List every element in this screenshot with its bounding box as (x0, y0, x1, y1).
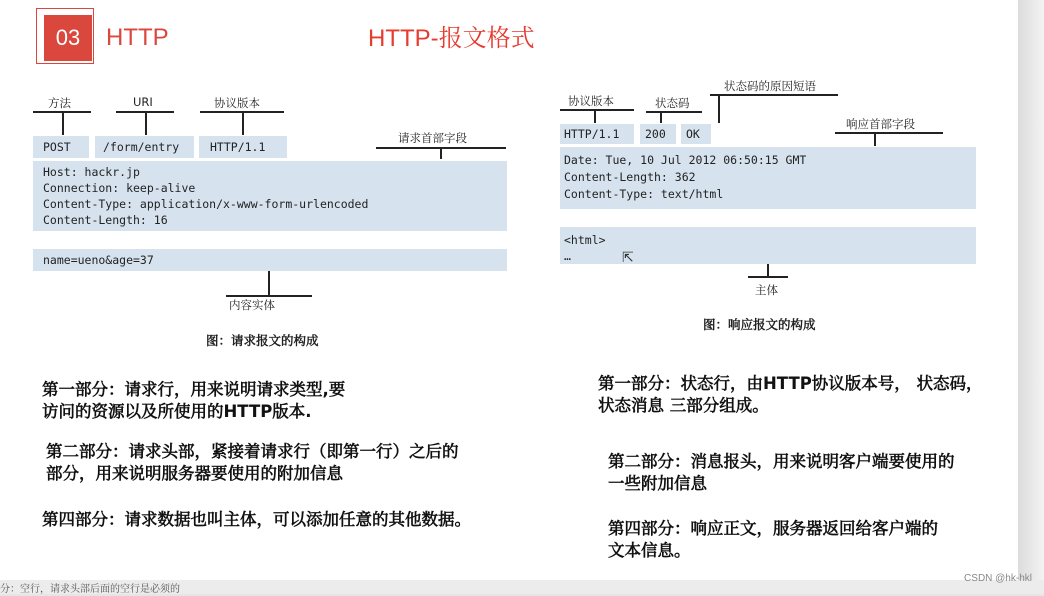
section-title: HTTP (106, 24, 169, 51)
connector-line (767, 264, 769, 276)
response-code-box: 200 (640, 124, 676, 144)
response-part2-text: 第二部分：消息报头，用来说明客户端要使用的 一些附加信息 (608, 452, 955, 493)
request-body-box: name=ueno&age=37 (33, 249, 507, 271)
label-request-headers: 请求首部字段 (398, 131, 467, 145)
connector-line (835, 132, 943, 134)
label-response-headers: 响应首部字段 (846, 117, 915, 131)
response-part1-text: 第一部分：状态行，由HTTP协议版本号， 状态码， 状态消息 三部分组成。 (598, 374, 983, 415)
label-method: 方法 (48, 96, 71, 110)
connector-line (226, 295, 312, 297)
request-method-box: POST (33, 136, 89, 158)
watermark: CSDN @hk-hkl (964, 573, 1032, 584)
connector-line (62, 111, 64, 135)
mouse-cursor-icon: ⇱ (622, 250, 634, 266)
connector-line (594, 109, 596, 123)
response-body-box: <html> … (560, 227, 976, 264)
response-header-line: Content-Type: text/html (564, 187, 724, 201)
request-part2-text: 第二部分：请求头部，紧接着请求行（即第一行）之后的 部分，用来说明服务器要使用的附加信息 (46, 442, 459, 483)
request-part1-text: 第一部分：请求行，用来说明请求类型,要 访问的资源以及所使用的HTTP版本. (42, 380, 346, 421)
label-response-body: 主体 (755, 283, 778, 297)
request-header-line: Host: hackr.jp (43, 165, 140, 179)
connector-line (660, 111, 662, 123)
label-reason-phrase: 状态码的原因短语 (724, 79, 816, 93)
label-body: 内容实体 (229, 298, 275, 312)
connector-line (646, 111, 702, 113)
request-caption: 图：请求报文的构成 (206, 333, 319, 348)
connector-line (718, 94, 720, 123)
response-header-line: Content-Length: 362 (564, 170, 696, 184)
next-slide-text: 分：空行，请求头部后面的空行是必须的 (0, 584, 180, 595)
connector-line (268, 271, 270, 295)
connector-line (710, 94, 838, 96)
response-version-box: HTTP/1.1 (560, 124, 634, 144)
page-title: HTTP-报文格式 (368, 25, 535, 52)
request-header-line: Content-Length: 16 (43, 213, 168, 227)
response-caption: 图：响应报文的构成 (703, 317, 816, 332)
connector-line (874, 132, 876, 146)
connector-line (145, 111, 147, 135)
label-uri: URI (133, 95, 153, 109)
connector-line (560, 109, 634, 111)
request-version-box: HTTP/1.1 (199, 136, 287, 158)
connector-line (748, 276, 788, 278)
response-headers-box (560, 147, 976, 209)
label-version: 协议版本 (214, 96, 260, 110)
connector-line (440, 147, 442, 159)
request-headers-box (33, 161, 507, 231)
slide-edge-shadow (1018, 0, 1044, 594)
label-status-code: 状态码 (655, 96, 690, 110)
label-resp-version: 协议版本 (568, 94, 614, 108)
response-header-line: Date: Tue, 10 Jul 2012 06:50:15 GMT (564, 153, 807, 167)
response-part4-text: 第四部分：响应正文，服务器返回给客户端的 文本信息。 (608, 519, 938, 560)
request-header-line: Content-Type: application/x-www-form-urlencoded (43, 197, 369, 211)
request-uri-box: /form/entry (95, 136, 194, 158)
request-header-line: Connection: keep-alive (43, 181, 196, 195)
response-reason-box: OK (681, 124, 711, 144)
connector-line (242, 111, 244, 135)
section-number-badge: 03 (44, 15, 92, 61)
request-part4-text: 第四部分：请求数据也叫主体，可以添加任意的其他数据。 (42, 510, 471, 529)
